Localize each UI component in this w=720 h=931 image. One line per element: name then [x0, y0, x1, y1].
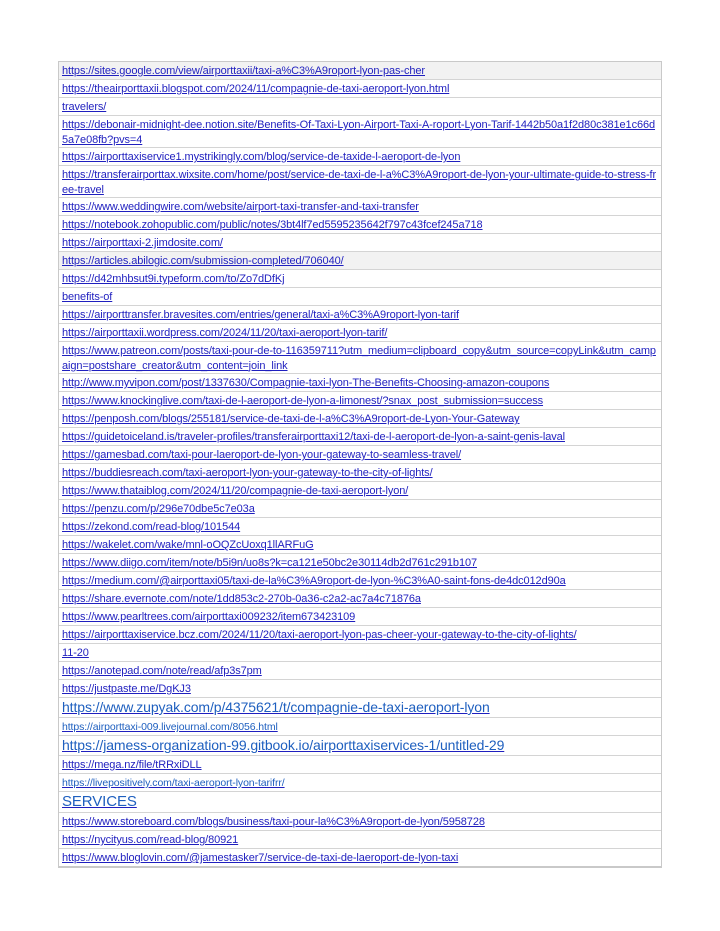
- link-item[interactable]: https://penzu.com/p/296e70dbe5c7e03a: [62, 503, 255, 515]
- table-row: [59, 98, 661, 116]
- link-item[interactable]: https://airporttaxi-2.jimdosite.com/: [62, 237, 223, 249]
- link-item[interactable]: https://www.knockinglive.com/taxi-de-l-aeroport-de-lyon-a-limonest/?snax_post_submission=success: [62, 395, 544, 407]
- table-row: [59, 662, 661, 680]
- table-row: [59, 482, 661, 500]
- table-row: [59, 166, 661, 198]
- link-item[interactable]: https://notebook.zohopublic.com/public/notes/3bt4lf7ed5595235642f797c43fcef245a718: [62, 219, 483, 231]
- table-row: [59, 252, 661, 270]
- link-item[interactable]: https://buddiesreach.com/taxi-aeroport-lyon-your-gateway-to-the-city-of-lights/: [62, 467, 433, 479]
- link-item[interactable]: https://airporttaxiservice1.mystrikingly.com/blog/service-de-taxide-l-aeroport-de-lyon: [62, 151, 461, 163]
- table-row: [59, 62, 661, 80]
- link-item[interactable]: https://zekond.com/read-blog/101544: [62, 521, 241, 533]
- link-item[interactable]: https://www.zupyak.com/p/4375621/t/compagnie-de-taxi-aeroport-lyon: [62, 699, 490, 715]
- table-row: [59, 324, 661, 342]
- table-row: [59, 554, 661, 572]
- link-item[interactable]: https://airporttaxii.wordpress.com/2024/11/20/taxi-aeroport-lyon-tarif/: [62, 327, 388, 339]
- link-item[interactable]: https://www.thataiblog.com/2024/11/20/compagnie-de-taxi-aeroport-lyon/: [62, 485, 409, 497]
- link-item[interactable]: https://theairporttaxii.blogspot.com/2024/11/compagnie-de-taxi-aeroport-lyon.html: [62, 83, 450, 95]
- table-row: [59, 831, 661, 849]
- table-row: [59, 306, 661, 324]
- link-item[interactable]: https://transferairporttax.wixsite.com/home/post/service-de-taxi-de-l-a%C3%A9roport-de-lyon-your-ultimate-guide-to-stress-free-travel: [62, 169, 657, 196]
- table-row: [59, 756, 661, 774]
- table-row: [59, 644, 661, 662]
- link-item[interactable]: benefits-of: [62, 291, 113, 303]
- table-row: [59, 270, 661, 288]
- table-row: [59, 342, 661, 374]
- table-row: [59, 500, 661, 518]
- link-table: [58, 61, 662, 868]
- link-item[interactable]: https://mega.nz/file/tRRxiDLL: [62, 759, 202, 771]
- link-item[interactable]: https://anotepad.com/note/read/afp3s7pm: [62, 665, 262, 677]
- table-row: [59, 80, 661, 98]
- link-item[interactable]: https://penposh.com/blogs/255181/service-de-taxi-de-l-a%C3%A9roport-de-Lyon-Your-Gateway: [62, 413, 520, 425]
- link-item[interactable]: https://guidetoiceland.is/traveler-profiles/transferairporttaxi12/taxi-de-l-aeroport-de-lyon-a-saint-genis-laval: [62, 431, 565, 443]
- table-row: [59, 774, 661, 792]
- link-item[interactable]: https://sites.google.com/view/airporttaxii/taxi-a%C3%A9roport-lyon-pas-cher: [62, 65, 425, 77]
- link-item[interactable]: SERVICES: [62, 793, 137, 810]
- link-item[interactable]: 11-20: [62, 647, 89, 659]
- link-item[interactable]: https://medium.com/@airporttaxi05/taxi-de-la%C3%A9roport-de-lyon-%C3%A0-saint-fons-de4dc012d90a: [62, 575, 566, 587]
- table-row: [59, 198, 661, 216]
- link-item[interactable]: https://www.pearltrees.com/airporttaxi009232/item673423109: [62, 611, 356, 623]
- link-item[interactable]: https://airporttaxi-009.livejournal.com/8056.html: [62, 721, 278, 733]
- table-row: [59, 234, 661, 252]
- table-row: [59, 392, 661, 410]
- table-row: [59, 718, 661, 736]
- link-item[interactable]: https://debonair-midnight-dee.notion.site/Benefits-Of-Taxi-Lyon-Airport-Taxi-A-roport-Lyon-Tarif-1442b50a1f2d80c381e1c66d5a7e08fb?pvs=4: [62, 119, 656, 146]
- link-item[interactable]: https://www.storeboard.com/blogs/business/taxi-pour-la%C3%A9roport-de-lyon/5958728: [62, 816, 485, 828]
- link-item[interactable]: https://articles.abilogic.com/submission-completed/706040/: [62, 255, 344, 267]
- link-item[interactable]: https://www.weddingwire.com/website/airport-taxi-transfer-and-taxi-transfer: [62, 201, 419, 213]
- link-item[interactable]: https://www.bloglovin.com/@jamestasker7/service-de-taxi-de-laeroport-de-lyon-taxi: [62, 852, 459, 864]
- table-row: [59, 698, 661, 718]
- table-row: [59, 518, 661, 536]
- table-row: [59, 216, 661, 234]
- link-item[interactable]: https://justpaste.me/DgKJ3: [62, 683, 191, 695]
- link-item[interactable]: https://airporttaxiservice.bcz.com/2024/11/20/taxi-aeroport-lyon-pas-cheer-your-gateway-to-the-city-of-lights/: [62, 629, 577, 641]
- link-item[interactable]: https://livepositively.com/taxi-aeroport-lyon-tarifrr/: [62, 777, 285, 789]
- link-item[interactable]: http://www.myvipon.com/post/1337630/Compagnie-taxi-lyon-The-Benefits-Choosing-amazon-coupons: [62, 377, 550, 389]
- table-row: [59, 148, 661, 166]
- table-row: [59, 116, 661, 148]
- table-row: [59, 464, 661, 482]
- link-item[interactable]: https://www.diigo.com/item/note/b5i9n/uo8s?k=ca121e50bc2e30114db2d761c291b107: [62, 557, 477, 569]
- table-row: [59, 410, 661, 428]
- link-item[interactable]: https://nycityus.com/read-blog/80921: [62, 834, 239, 846]
- table-row: [59, 608, 661, 626]
- table-row: [59, 680, 661, 698]
- table-row: [59, 626, 661, 644]
- link-item[interactable]: https://share.evernote.com/note/1dd853c2-270b-0a36-c2a2-ac7a4c71876a: [62, 593, 421, 605]
- table-row: [59, 736, 661, 756]
- table-row: [59, 572, 661, 590]
- table-row: [59, 813, 661, 831]
- table-row: [59, 288, 661, 306]
- table-row: [59, 849, 661, 866]
- table-row: [59, 446, 661, 464]
- link-item[interactable]: travelers/: [62, 101, 107, 113]
- link-item[interactable]: https://wakelet.com/wake/mnl-oOQZcUoxq1llARFuG: [62, 539, 314, 551]
- link-item[interactable]: https://www.patreon.com/posts/taxi-pour-de-to-116359711?utm_medium=clipboard_copy&utm_source=copyLink&utm_campaign=postshare_creator&utm_content=join_link: [62, 345, 656, 372]
- link-item[interactable]: https://airporttransfer.bravesites.com/entries/general/taxi-a%C3%A9roport-lyon-tarif: [62, 309, 459, 321]
- table-row: [59, 792, 661, 813]
- table-row: [59, 590, 661, 608]
- link-item[interactable]: https://d42mhbsut9i.typeform.com/to/Zo7dDfKj: [62, 273, 285, 285]
- table-row: [59, 428, 661, 446]
- table-row: [59, 536, 661, 554]
- table-row: [59, 374, 661, 392]
- link-item[interactable]: https://jamess-organization-99.gitbook.io/airporttaxiservices-1/untitled-29: [62, 737, 505, 753]
- link-item[interactable]: https://gamesbad.com/taxi-pour-laeroport-de-lyon-your-gateway-to-seamless-travel/: [62, 449, 462, 461]
